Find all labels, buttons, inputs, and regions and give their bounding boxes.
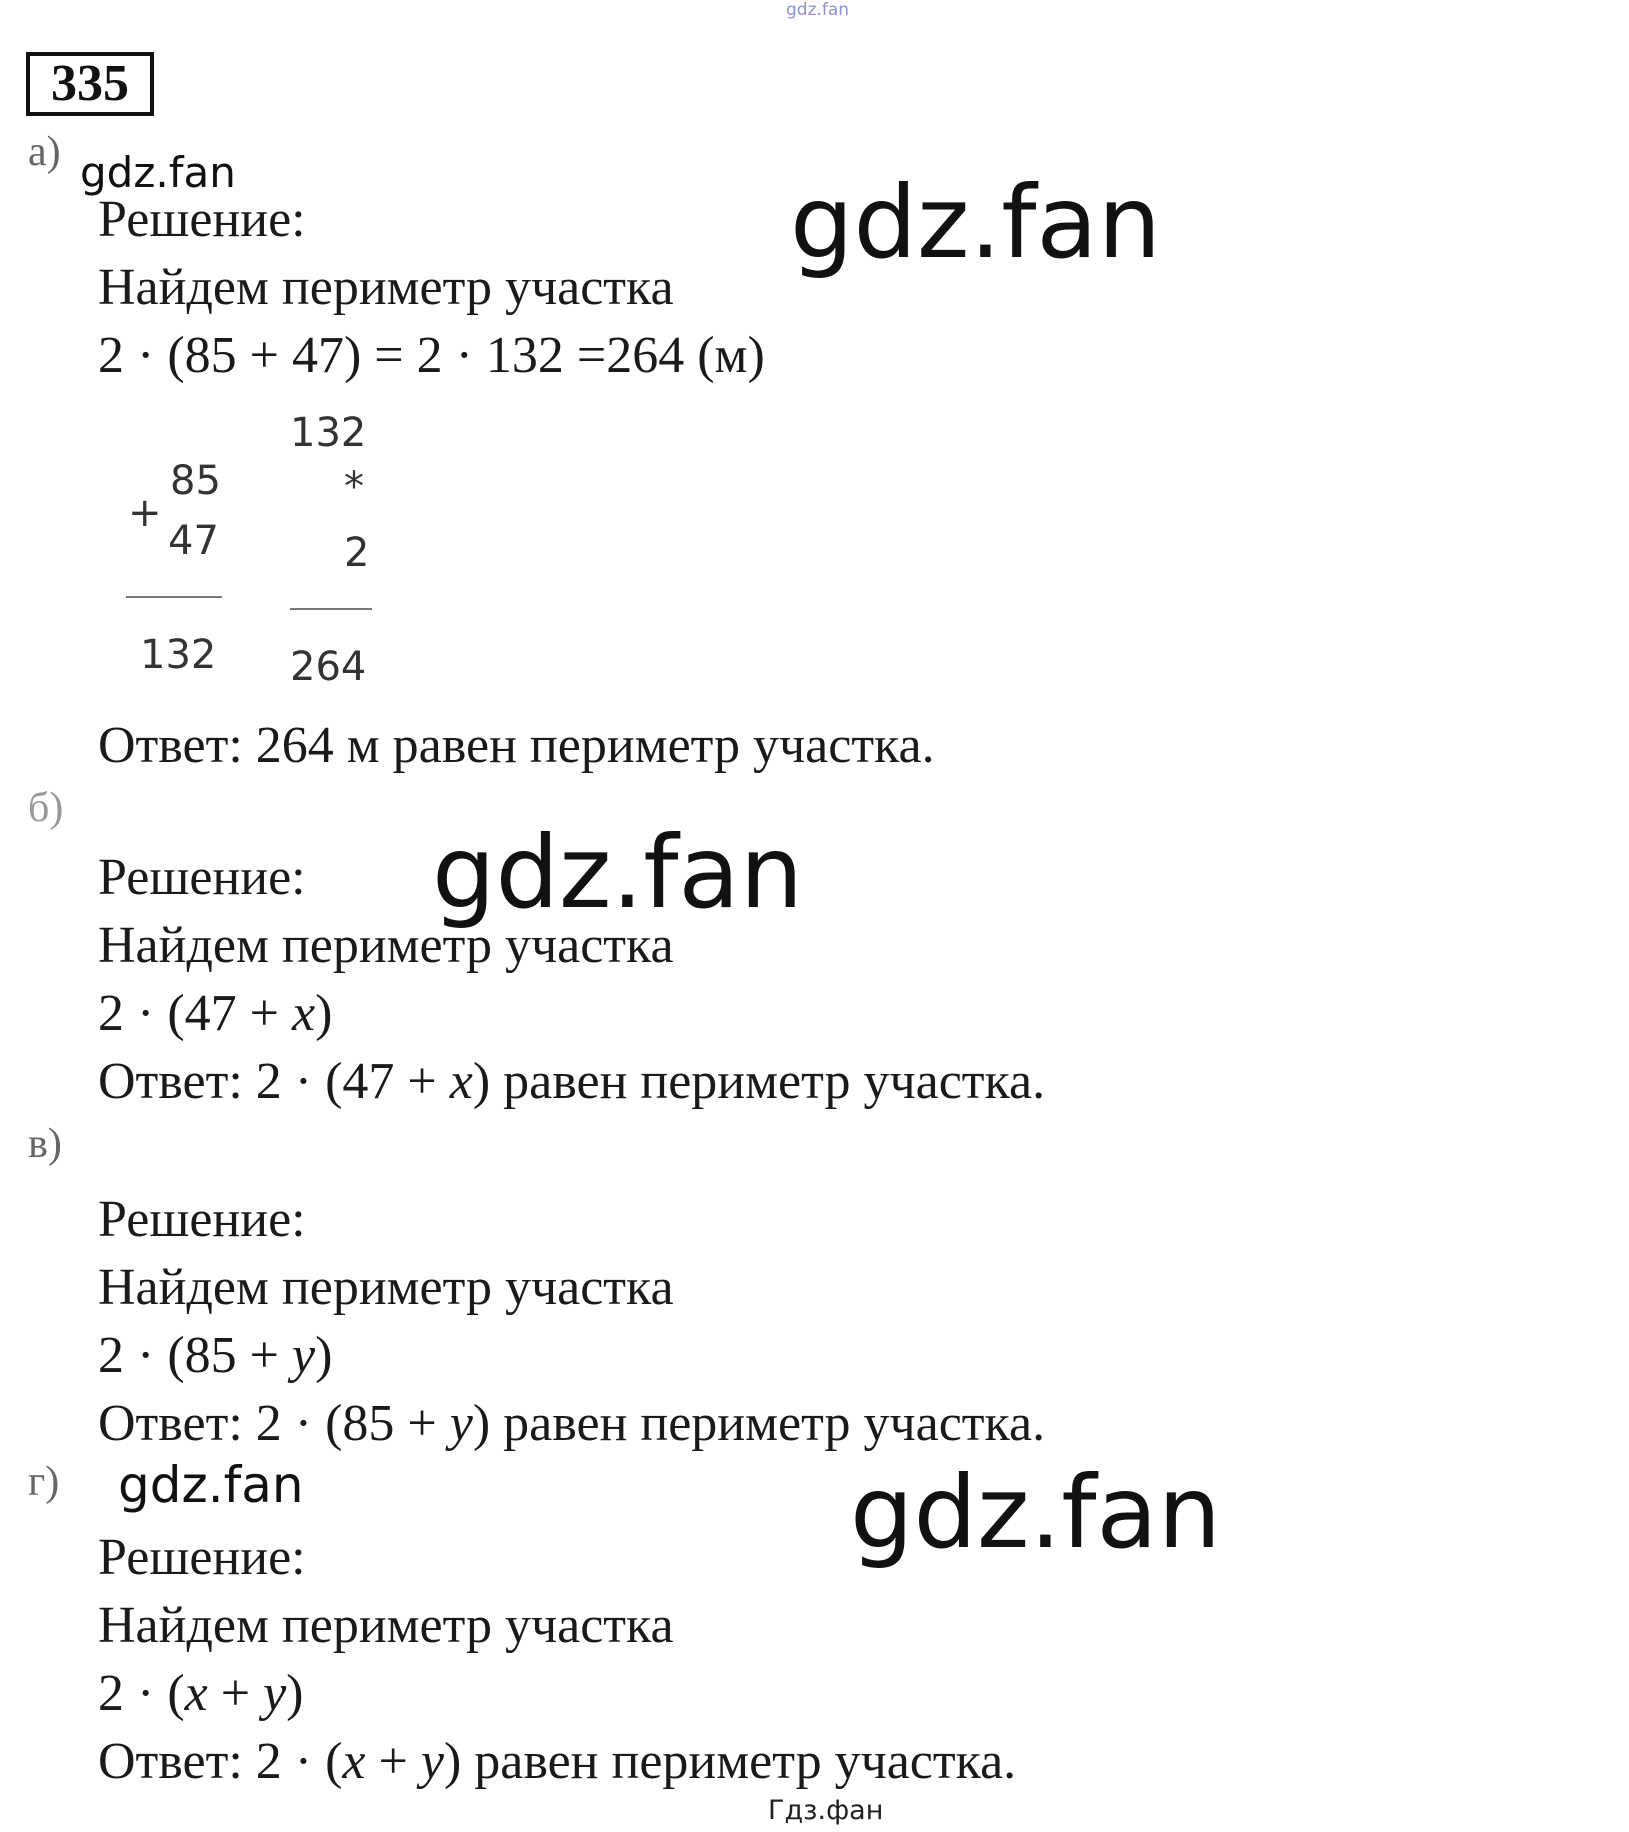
- part-b-find: Найдем периметр участка: [98, 917, 674, 974]
- part-a-solution: Решение:: [98, 191, 306, 248]
- multiplication-result: 264: [290, 644, 367, 690]
- part-c-answer: [98, 1394, 1045, 1453]
- addition-rule: [126, 596, 222, 598]
- watermark-big-d: gdz.fan: [850, 1454, 1222, 1571]
- addition-sign: +: [128, 490, 162, 536]
- watermark-big-a: gdz.fan: [790, 164, 1162, 281]
- multiplication-sign: *: [344, 464, 364, 510]
- part-c-answer-var: y: [449, 1395, 473, 1452]
- part-c-answer-pre: Ответ: 2 · (85 +: [98, 1395, 450, 1452]
- part-b-expr-pre: 2 · (47 +: [98, 985, 292, 1042]
- part-b-answer: [98, 1052, 1045, 1111]
- part-c-expr-post: ): [315, 1327, 333, 1384]
- part-a-expression: 2 · (85 + 47) = 2 · 132 =264 (м): [98, 327, 765, 384]
- part-d-expression: [98, 1664, 303, 1723]
- part-d-answer-pre: Ответ: 2 · (: [98, 1733, 343, 1790]
- part-c-label: в): [28, 1121, 62, 1167]
- part-d-answer: [98, 1732, 1016, 1791]
- part-d-expr-var-2: y: [263, 1665, 287, 1722]
- watermark-big-b: gdz.fan: [432, 814, 804, 931]
- part-d-expr-post: ): [286, 1665, 304, 1722]
- addition-operand-1: 85: [170, 458, 221, 504]
- part-c-answer-post: ) равен периметр участка.: [472, 1395, 1046, 1452]
- part-d-answer-var-2: y: [420, 1733, 444, 1790]
- watermark-small-a: gdz.fan: [80, 148, 236, 197]
- part-b-answer-var: x: [449, 1053, 473, 1110]
- part-d-find: Найдем периметр участка: [98, 1597, 674, 1654]
- multiplication-operand-1: 132: [290, 410, 367, 456]
- part-d-answer-mid: +: [365, 1733, 421, 1790]
- top-watermark: gdz.fan: [786, 0, 850, 20]
- bottom-watermark: Гдз.фан: [768, 1795, 884, 1826]
- part-a-find: Найдем периметр участка: [98, 259, 674, 316]
- part-b-expression: [98, 984, 332, 1043]
- part-d-solution: Решение:: [98, 1529, 306, 1586]
- part-c-solution: Решение:: [98, 1191, 306, 1248]
- part-b-label: б): [28, 785, 64, 831]
- part-c-expression: [98, 1326, 332, 1385]
- part-d-label: г): [28, 1459, 60, 1505]
- multiplication-operand-2: 2: [344, 530, 370, 576]
- addition-result: 132: [140, 632, 217, 678]
- part-d-expr-pre: 2 · (: [98, 1665, 185, 1722]
- part-b-expr-var: x: [291, 985, 316, 1042]
- part-d-expr-var-1: x: [184, 1665, 208, 1722]
- part-c-expr-var: y: [291, 1327, 316, 1384]
- part-d-answer-var-1: x: [342, 1733, 366, 1790]
- part-c-expr-pre: 2 · (85 +: [98, 1327, 292, 1384]
- part-d-expr-mid: +: [207, 1665, 264, 1722]
- part-c-find: Найдем периметр участка: [98, 1259, 674, 1316]
- part-b-expr-post: ): [315, 985, 333, 1042]
- watermark-small-d: gdz.fan: [118, 1456, 304, 1514]
- part-b-answer-pre: Ответ: 2 · (47 +: [98, 1053, 450, 1110]
- problem-number: 335: [26, 52, 154, 116]
- part-b-solution: Решение:: [98, 849, 306, 906]
- part-a-answer: Ответ: 264 м равен периметр участка.: [98, 717, 935, 774]
- part-a-label: а): [28, 129, 61, 175]
- addition-operand-2: 47: [168, 518, 219, 564]
- multiplication-rule: [290, 608, 372, 610]
- part-d-answer-post: ) равен периметр участка.: [443, 1733, 1017, 1790]
- part-b-answer-post: ) равен периметр участка.: [472, 1053, 1046, 1110]
